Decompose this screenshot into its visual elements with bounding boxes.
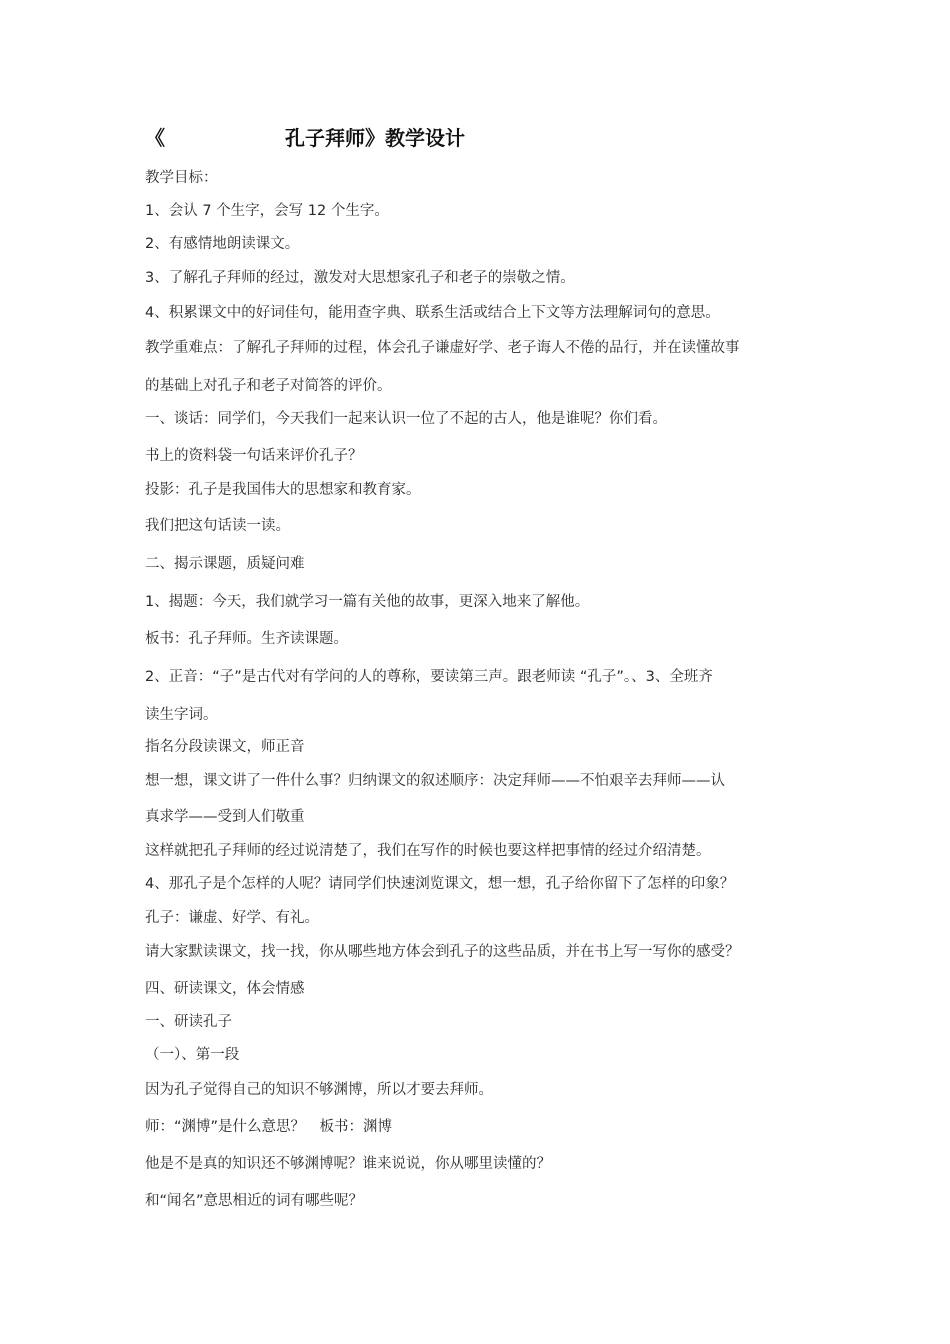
paragraph-line: 投影：孔子是我国伟大的思想家和教育家。 (145, 482, 421, 498)
paragraph-line: 一、谈话：同学们，今天我们一起来认识一位了不起的古人，他是谁呢？你们看。 (145, 411, 667, 427)
paragraph-line: 2、有感情地朗读课文。 (145, 236, 300, 252)
paragraph-line: 4、积累课文中的好词佳句，能用查字典、联系生活或结合上下文等方法理解词句的意思。 (145, 305, 720, 321)
paragraph-line: 3、了解孔子拜师的经过，激发对大思想家孔子和老子的崇敬之情。 (145, 270, 575, 286)
paragraph-line: 和“闻名”意思相近的词有哪些呢？ (145, 1193, 364, 1209)
title-open-bracket: 《 (145, 126, 165, 150)
paragraph-line: 的基础上对孔子和老子对简答的评价。 (145, 378, 392, 394)
paragraph-line: 真求学——受到人们敬重 (145, 809, 305, 825)
paragraph-line: 请大家默读课文，找一找，你从哪些地方体会到孔子的这些品质，并在书上写一写你的感受？ (145, 944, 740, 960)
paragraph-line: 这样就把孔子拜师的经过说清楚了，我们在写作的时候也要这样把事情的经过介绍清楚。 (145, 843, 711, 859)
title-text: 孔子拜师》教学设计 (285, 126, 465, 150)
paragraph-line: 因为孔子觉得自己的知识不够渊博，所以才要去拜师。 (145, 1082, 493, 1098)
paragraph-line: 四、研读课文，体会情感 (145, 981, 305, 997)
paragraph-line: 教学重难点：了解孔子拜师的过程，体会孔子谦虚好学、老子诲人不倦的品行，并在读懂故事 (145, 340, 740, 356)
paragraph-line: 想一想，课文讲了一件什么事？归纳课文的叙述顺序：决定拜师——不怕艰辛去拜师——认 (145, 773, 725, 789)
paragraph-line: 教学目标： (145, 170, 218, 186)
paragraph-line: 1、揭题：今天，我们就学习一篇有关他的故事，更深入地来了解他。 (145, 594, 590, 610)
document-title (145, 122, 805, 154)
paragraph-line: 书上的资料袋一句话来评价孔子？ (145, 448, 363, 464)
paragraph-line: 1、会认 7 个生字，会写 12 个生字。 (145, 203, 389, 219)
paragraph-line: 他是不是真的知识还不够渊博呢？谁来说说，你从哪里读懂的？ (145, 1156, 551, 1172)
paragraph-line: 师：“渊博”是什么意思？ 板书：渊博 (145, 1119, 393, 1135)
paragraph-line: 读生字词。 (145, 707, 218, 723)
paragraph-line: 指名分段读课文，师正音 (145, 739, 305, 755)
paragraph-line: 4、那孔子是个怎样的人呢？请同学们快速浏览课文，想一想，孔子给你留下了怎样的印象？ (145, 876, 735, 892)
paragraph-line: 二、揭示课题，质疑问难 (145, 556, 305, 572)
paragraph-line: 板书：孔子拜师。生齐读课题。 (145, 631, 348, 647)
paragraph-line: 2、正音：“子”是古代对有学问的人的尊称，要读第三声。跟老师读 “孔子”。、3、全班齐 (145, 669, 713, 685)
paragraph-line: 孔子：谦虚、好学、有礼。 (145, 910, 319, 926)
paragraph-line: 一、研读孔子 (145, 1014, 232, 1030)
paragraph-line: 我们把这句话读一读。 (145, 518, 290, 534)
paragraph-line: （一）、第一段 (145, 1047, 240, 1063)
